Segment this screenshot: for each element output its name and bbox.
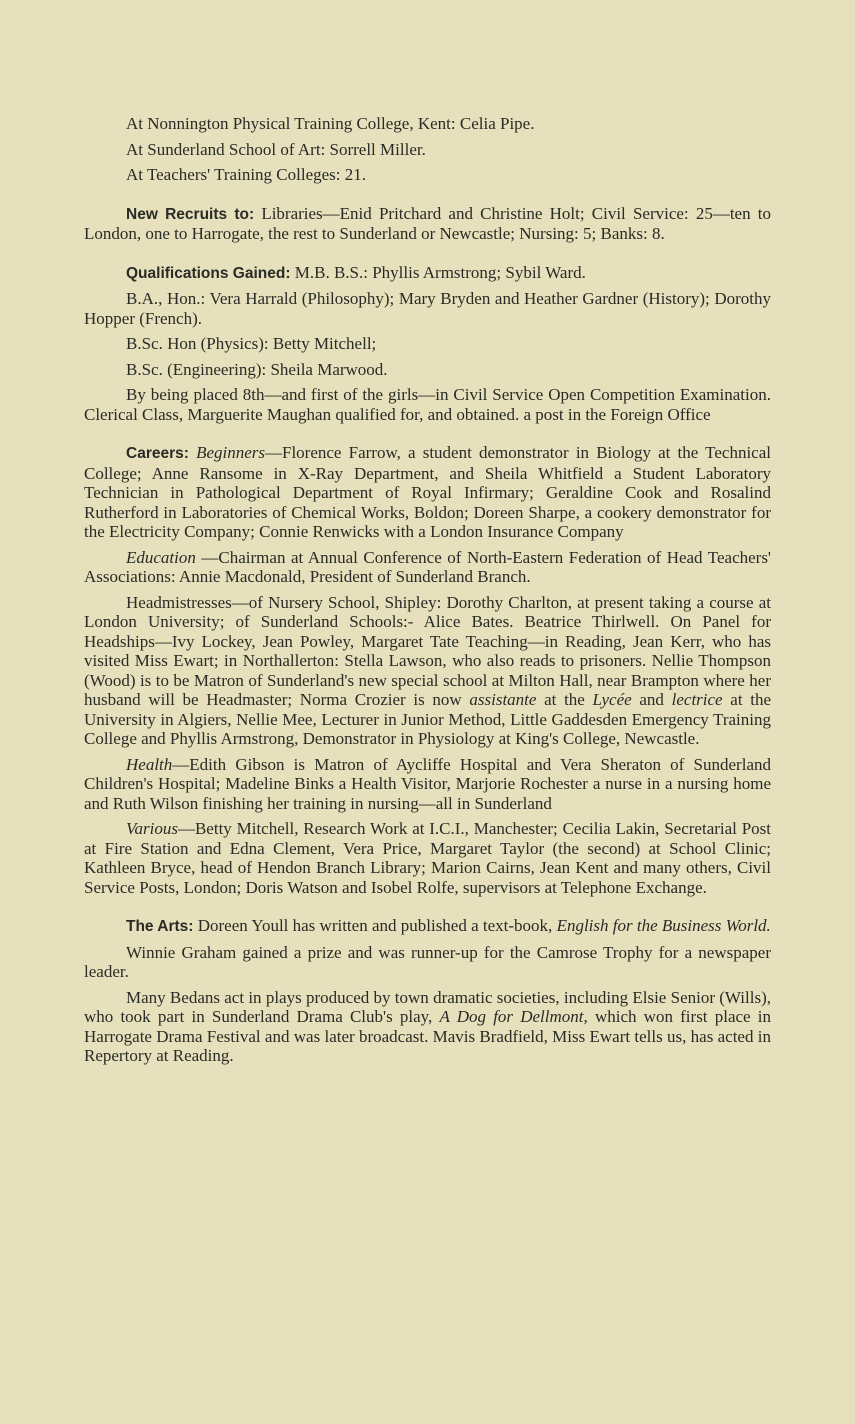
qualifications-paragraph [84,263,771,284]
careers-various-paragraph [84,819,771,897]
careers-assistante: assistante [469,690,537,709]
qualifications-ba: B.A., Hon.: Vera Harrald (Philosophy); Mary Bryden and Heather Gardner (History); Dorothy Hopper (French). [84,289,771,328]
new-recruits-paragraph [84,204,771,244]
careers-health-label: Health [126,754,173,774]
careers-various-text: —Betty Mitchell, Research Work at I.C.I., Manchester; Cecilia Lakin, Secretarial Post at Fire Station and Edna Clement, Vera Price, Margaret Taylor (the second) at School Clinic; Kathleen Bryce, head of Hendon Branch Library; Marion Cairns, Jean Kent and many others, Civil Service Posts, London; Doris Watson and Isobel Rolfe, supervisors at Telephone Exchange. [84,819,771,897]
intro-line-teachers: At Teachers' Training Colleges: 21. [126,165,367,184]
careers-beginners-text: —Florence Farrow, a student demonstrator in Biology at the Technical College; Anne Ransome in X-Ray Department, and Sheila Whitfield a Student Laboratory Technician in Pathological Department of Royal Infirmary; Geraldine Cook and Rosalind Rutherford in Laboratories of Chemical Works, Boldon; Doreen Sharpe, a cookery demonstrator for the Electricity Company; Connie Renwicks with a London Insurance Company [84,443,771,541]
qualifications-heading: Qualifications Gained: [126,264,291,282]
qualifications-bsc-hon: B.Sc. Hon (Physics): Betty Mitchell; [126,334,377,353]
careers-education-text: —Chairman at Annual Conference of North-Eastern Federation of Head Teachers' Associations: Annie Macdonald, President of Sunderland Branch. [84,547,771,586]
intro-line-nonnington: At Nonnington Physical Training College, Kent: Celia Pipe. [126,114,535,133]
arts-graham-paragraph: Winnie Graham gained a prize and was runner-up for the Camrose Trophy for a newspaper leader. [84,942,771,981]
arts-youll-book-title: English for the Business World. [556,916,771,935]
careers-heading: Careers: [126,445,189,462]
careers-headmistresses-paragraph [84,593,771,749]
careers-education-label: Education [126,547,196,567]
arts-bedans-paragraph [84,988,771,1066]
arts-bedans-play-title: A Dog for Dellmont, [439,1007,588,1026]
careers-beginners-paragraph [84,443,771,542]
careers-health-text: —Edith Gibson is Matron of Aycliffe Hospital and Vera Sheraton of Sunderland Children's Hospital; Madeline Binks a Health Visitor, Marjorie Rochester a nurse in a nursing home and Ruth Wilson finishing her training in nursing—all in Sunderland [84,754,771,813]
careers-headmistresses-text-2: at the [536,690,593,709]
qualifications-mbbs: M.B. B.S.: Phyllis Armstrong; Sybil Ward. [294,262,586,282]
new-recruits-text: Libraries—Enid Pritchard and Christine Holt; Civil Service: 25—ten to London, one to Harrogate, the rest to Sunderland or Newcastle; Nursing: 5; Banks: 8. [84,203,771,243]
arts-bedans-text-2: which won first place in Harrogate Drama Festival and was later broadcast. Mavis Bradfield, Miss Ewart tells us, has acted in Repertory at Reading. [84,1007,771,1065]
careers-headmistresses-text-4: at the University in Algiers, Nellie Mee, Lecturer in Junior Method, Little Gaddesden Emergency Training College and Phyllis Armstrong, Demonstrator in Physiology at King's College, Newcastle. [84,690,772,748]
careers-various-label: Various [126,819,178,838]
intro-line-art-school: At Sunderland School of Art: Sorrell Miller. [126,139,426,159]
arts-bedans-text-1: Many Bedans act in plays produced by town dramatic societies, including Elsie Senior (Wills), who took part in Sunderland Drama Club's play, [84,987,771,1026]
careers-headmistresses-text-1: Headmistresses—of Nursery School, Shipley: Dorothy Charlton, at present taking a course at London University; of Sunderland Schools:- Alice Bates. Beatrice Thirlwell. On Panel for Headships—Ivy Lockey, Jean Powley, Margaret Tate Teaching—in Reading, Jean Kerr, who has visited Miss Ewart; in Northallerton: Stella Lawson, who also reads to prisoners. Nellie Thompson (Wood) is to be Matron of Sunderland's new special school at Milton Hall, near Brampton where her husband will be Headmaster; Norma Crozier is now [84,592,771,709]
careers-headmistresses-text-3: and [631,690,672,709]
arts-youll-text: Doreen Youll has written and published a text-book, [197,916,553,935]
arts-youll-paragraph [84,916,771,937]
careers-beginners-label: Beginners [196,443,265,462]
qualifications-civil-service: By being placed 8th—and first of the girls—in Civil Service Open Competition Examination. Clerical Class, Marguerite Maughan qualified for, and obtained. a post in the Foreign Office [84,385,771,424]
careers-lycee: Lycée [592,690,632,709]
qualifications-bsc-eng: B.Sc. (Engineering): Sheila Marwood. [126,359,388,379]
arts-heading: The Arts: [126,918,194,935]
careers-education-paragraph [84,548,771,587]
careers-lectrice: lectrice [671,690,723,709]
new-recruits-heading: New Recruits to: [126,205,255,223]
careers-health-paragraph [84,755,771,814]
